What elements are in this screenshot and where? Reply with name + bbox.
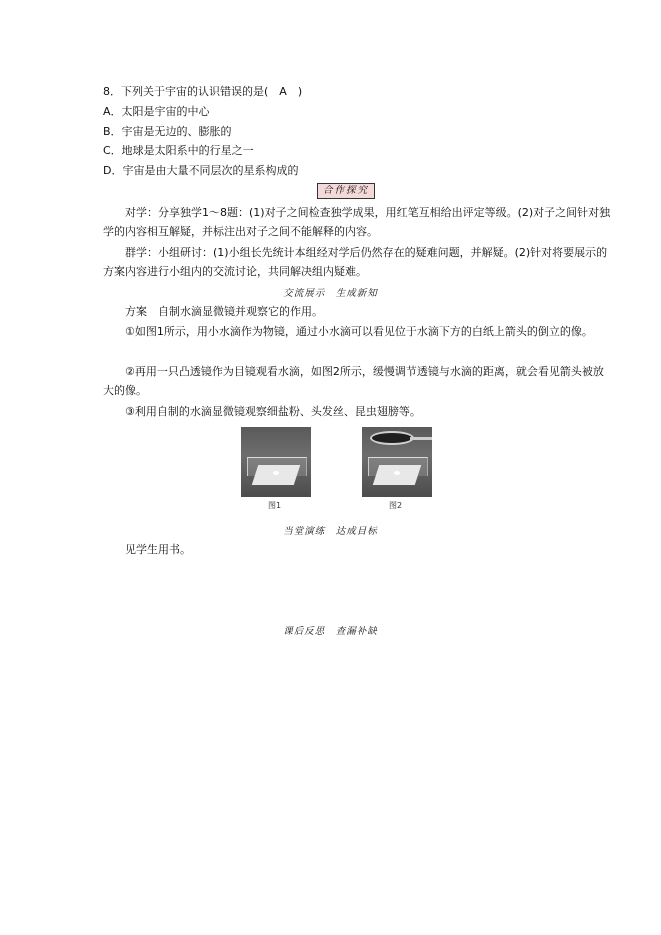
figure-1-caption: 图1 <box>268 501 282 510</box>
figure-2-caption: 图2 <box>389 501 403 510</box>
figure-1-image <box>241 427 311 497</box>
section-title-reflection: 课后反思 查漏补缺 <box>283 626 378 637</box>
option-c: C．地球是太阳系中的行星之一 <box>103 144 254 157</box>
white-paper <box>252 465 300 485</box>
question-stem: 8．下列关于宇宙的认识错误的是( A ) <box>103 85 303 98</box>
white-paper <box>373 465 421 485</box>
water-drop <box>394 471 400 475</box>
figure-2-image <box>362 427 432 497</box>
section-title-exchange: 交流展示 生成新知 <box>283 288 378 299</box>
option-a: A．太阳是宇宙的中心 <box>103 105 210 118</box>
lens-handle <box>410 437 432 440</box>
plan-step-3: ③利用自制的水滴显微镜观察细盐粉、头发丝、昆虫翅膀等。 <box>125 405 421 418</box>
plan-step-1: ①如图1所示，用小水滴作为物镜，通过小水滴可以看见位于水滴下方的白纸上箭头的倒立的像。 <box>125 325 593 338</box>
option-b: B．宇宙是无边的、膨胀的 <box>103 125 232 138</box>
paragraph-duixue: 对学：分享独学1～8题：(1)对子之间检查独学成果，用红笔互相给出评定等级。(2)对子之间针对独学的内容相互解疑，并标注出对子之间不能解释的内容。 <box>103 206 611 238</box>
plan-heading: 方案 自制水滴显微镜并观察它的作用。 <box>125 305 323 318</box>
section-title-practice: 当堂演练 达成目标 <box>283 526 378 537</box>
convex-lens <box>370 431 414 445</box>
section-title-cooperate: 合作探究 <box>317 183 375 199</box>
water-drop <box>273 471 279 475</box>
paragraph-qunxue: 群学：小组研讨：(1)小组长先统计本组经对学后仍然存在的疑难问题，并解疑。(2)针对将要展示的方案内容进行小组内的交流讨论，共同解决组内疑难。 <box>103 246 608 278</box>
practice-note: 见学生用书。 <box>125 543 191 556</box>
plan-step-2: ②再用一只凸透镜作为目镜观看水滴，如图2所示，缓慢调节透镜与水滴的距离，就会看见箭头被放大的像。 <box>103 365 604 397</box>
option-d: D．宇宙是由大量不同层次的星系构成的 <box>103 164 299 177</box>
